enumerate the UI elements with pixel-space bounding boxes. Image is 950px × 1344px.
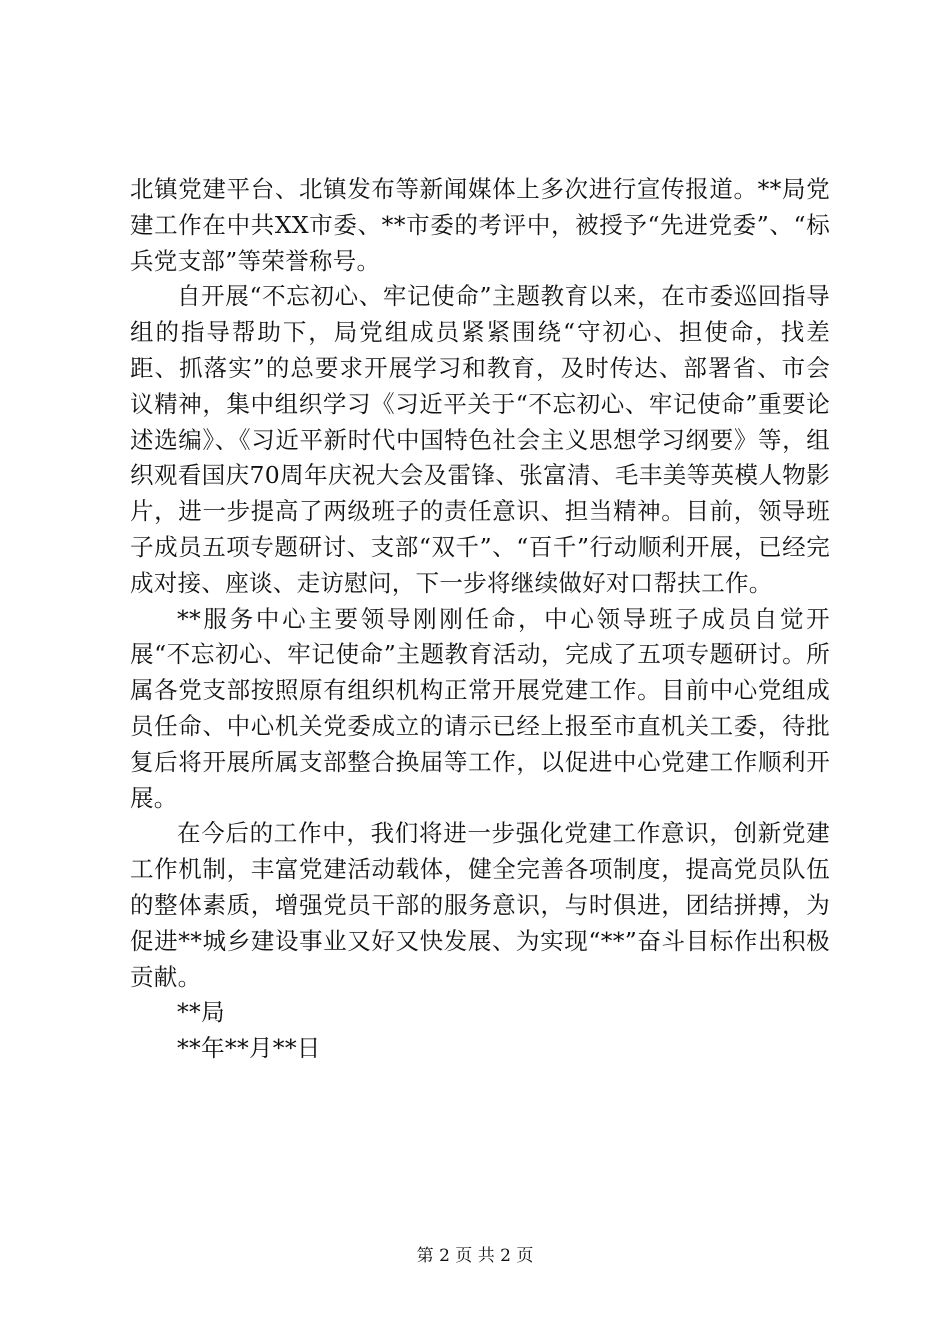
page-footer: 第 2 页 共 2 页 [416,1246,534,1266]
paragraph-3: **服务中心主要领导刚刚任命，中心领导班子成员自觉开展“不忘初心、牢记使命”主题教育活动，完成了五项专题研讨。所属各党支部按照原有组织机构正常开展党建工作。目前中心党组成员任命、中心机关党委成立的请示已经上报至市直机关工委，待批复后将开展所属支部整合换届等工作，以促进中心党建工作顺利开展。 [130,604,830,812]
date-line: **年**月**日 [177,1034,321,1063]
paragraph-4: 在今后的工作中，我们将进一步强化党建工作意识，创新党建工作机制，丰富党建活动载体，健全完善各项制度，提高党员队伍的整体素质，增强党员干部的服务意识，与时俱进，团结拼搏，为促进**城乡建设事业又好又快发展、为实现“**”奋斗目标作出积极贡献。 [130,819,830,991]
paragraph-2: 自开展“不忘初心、牢记使命”主题教育以来，在市委巡回指导组的指导帮助下，局党组成员紧紧围绕“守初心、担使命，找差距、抓落实”的总要求开展学习和教育，及时传达、部署省、市会议精神，集中组织学习《习近平关于“不忘初心、牢记使命”重要论述选编》、《习近平新时代中国特色社会主义思想学习纲要》等，组织观看国庆70周年庆祝大会及雷锋、张富清、毛丰美等英模人物影片，进一步提高了两级班子的责任意识、担当精神。目前，领导班子成员五项专题研讨、支部“双千”、“百千”行动顺利开展，已经完成对接、座谈、走访慰问，下一步将继续做好对口帮扶工作。 [130,282,830,597]
paragraph-1: 北镇党建平台、北镇发布等新闻媒体上多次进行宣传报道。**局党建工作在中共XX市委、**市委的考评中，被授予“先进党委”、“标兵党支部”等荣誉称号。 [130,175,830,275]
signature-line: **局 [177,998,225,1027]
document-body [130,172,830,1067]
